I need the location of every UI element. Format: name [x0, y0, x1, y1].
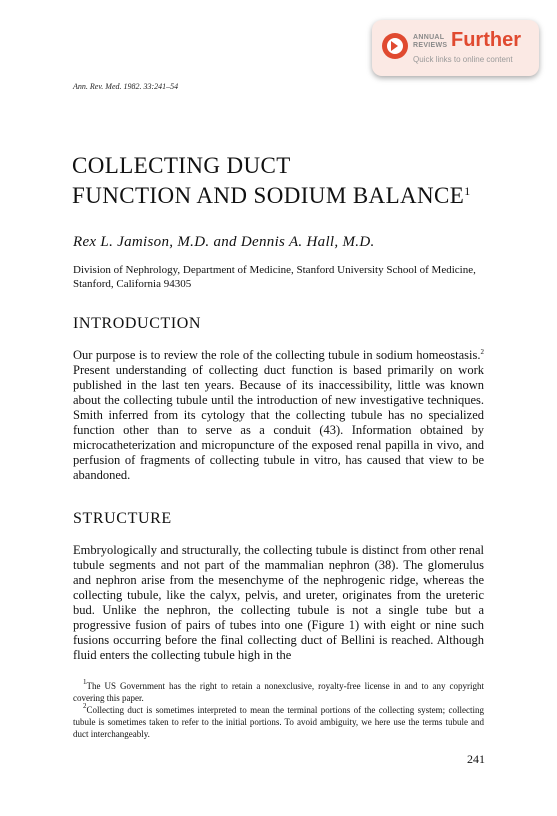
introduction-paragraph: [73, 348, 484, 483]
page-number: 241: [467, 752, 485, 766]
introduction-text-part2: Present understanding of collecting duct function is based primarily on work published in the last ten years. Because of its inaccessibility, little was known about the collecting tubule until the introduction of new investigative techniques. Smith inferred from its cytology that the collecting tubule has no specialized function other than to serve as a conduit (43). Information obtained by microcatheterization and micropuncture of the exposed renal papilla in vivo, and perfusion of fragments of collecting tubule in vitro, has caused that view to be abandoned.: [73, 363, 484, 482]
further-label: Further: [451, 29, 521, 51]
introduction-text-part1: Our purpose is to review the role of the collecting tubule in sodium homeostasis.: [73, 348, 481, 362]
further-subtitle: Quick links to online content: [413, 55, 513, 64]
title-line-2-text: FUNCTION AND SODIUM BALANCE: [72, 183, 465, 208]
article-title: [72, 151, 471, 211]
footnote-mark-1: 1: [83, 678, 87, 686]
footnote-mark-2: 2: [83, 702, 87, 710]
authors: Rex L. Jamison, M.D. and Dennis A. Hall, M.D.: [73, 234, 375, 250]
footnotes: [73, 680, 484, 740]
footnote-2: [73, 704, 484, 740]
footnote-ref-2[interactable]: 2: [480, 348, 484, 356]
journal-citation: Ann. Rev. Med. 1982. 33:241–54: [73, 82, 179, 91]
title-line-2: [72, 181, 471, 211]
footnote-1: [73, 680, 484, 704]
further-links-badge[interactable]: [372, 20, 539, 76]
footnote-text-2: Collecting duct is sometimes interpreted to mean the terminal portions of the collecting system; collecting tubule is sometimes taken to refer to the initial portions. To avoid ambiguity, we here use the terms tubule and duct interchangeably.: [73, 705, 484, 739]
annual-reviews-label: ANNUAL REVIEWS: [413, 34, 448, 49]
title-line-1: COLLECTING DUCT: [72, 153, 291, 178]
footnote-text-1: The US Government has the right to retain a nonexclusive, royalty-free license in and to any copyright covering this paper.: [73, 681, 484, 703]
section-heading-introduction: INTRODUCTION: [73, 315, 202, 332]
title-footnote-mark[interactable]: 1: [464, 184, 471, 198]
section-heading-structure: STRUCTURE: [73, 510, 172, 527]
affiliation: Division of Nephrology, Department of Medicine, Stanford University School of Medicine, Stanford, California 94305: [73, 264, 476, 290]
play-arrow-icon: [382, 33, 408, 59]
structure-paragraph: Embryologically and structurally, the collecting tubule is distinct from other renal tubule segments and not part of the mammalian nephron (38). The glomerulus and nephron arise from the mesenchyme of the nephrogenic ridge, whereas the collecting tubule, like the calyx, pelvis, and ureter, originates from the ureteric bud. Unlike the nephron, the collecting tubule is not a single tube but a progressive fusion of pairs of tubes into one (Figure 1) with eight or nine such fusions occurring before the final collecting duct of Bellini is reached. Although fluid enters the collecting tubule high in the: [73, 543, 484, 662]
